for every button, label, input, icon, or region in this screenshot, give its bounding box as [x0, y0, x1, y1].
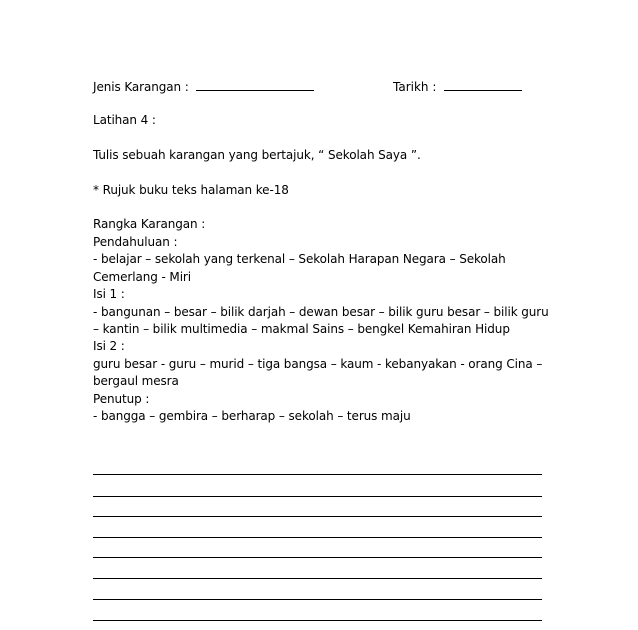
writing-line[interactable] [93, 516, 542, 517]
writing-line[interactable] [93, 578, 542, 579]
isi2-line-2: bergaul mesra [93, 374, 179, 388]
writing-line[interactable] [93, 474, 542, 475]
isi2-label: Isi 2 : [93, 339, 125, 353]
pendahuluan-label: Pendahuluan : [93, 235, 178, 249]
outline-heading: Rangka Karangan : [93, 217, 206, 231]
tarikh-label: Tarikh : [393, 80, 437, 94]
jenis-karangan-blank[interactable] [196, 79, 314, 91]
exercise-instruction: Tulis sebuah karangan yang bertajuk, “ Sekolah Saya ”. [93, 148, 421, 162]
jenis-karangan-field [93, 79, 314, 94]
pendahuluan-line-1: - belajar – sekolah yang terkenal – Sekolah Harapan Negara – Sekolah [93, 252, 506, 266]
jenis-karangan-label: Jenis Karangan : [93, 80, 189, 94]
penutup-label: Penutup : [93, 392, 150, 406]
tarikh-field [393, 79, 522, 94]
writing-line[interactable] [93, 599, 542, 600]
tarikh-blank[interactable] [444, 79, 522, 91]
isi2-line-1: guru besar - guru – murid – tiga bangsa – kaum - kebanyakan - orang Cina – [93, 357, 543, 371]
exercise-title: Latihan 4 : [93, 113, 156, 127]
isi1-label: Isi 1 : [93, 287, 125, 301]
writing-line[interactable] [93, 537, 542, 538]
writing-line[interactable] [93, 620, 542, 621]
writing-line[interactable] [93, 496, 542, 497]
isi1-line-2: – kantin – bilik multimedia – makmal Sains – bengkel Kemahiran Hidup [93, 322, 510, 336]
penutup-line-1: - bangga – gembira – berharap – sekolah – terus maju [93, 409, 411, 423]
pendahuluan-line-2: Cemerlang - Miri [93, 270, 191, 284]
isi1-line-1: - bangunan – besar – bilik darjah – dewan besar – bilik guru besar – bilik guru [93, 305, 549, 319]
textbook-reference: * Rujuk buku teks halaman ke-18 [93, 183, 289, 197]
writing-line[interactable] [93, 557, 542, 558]
